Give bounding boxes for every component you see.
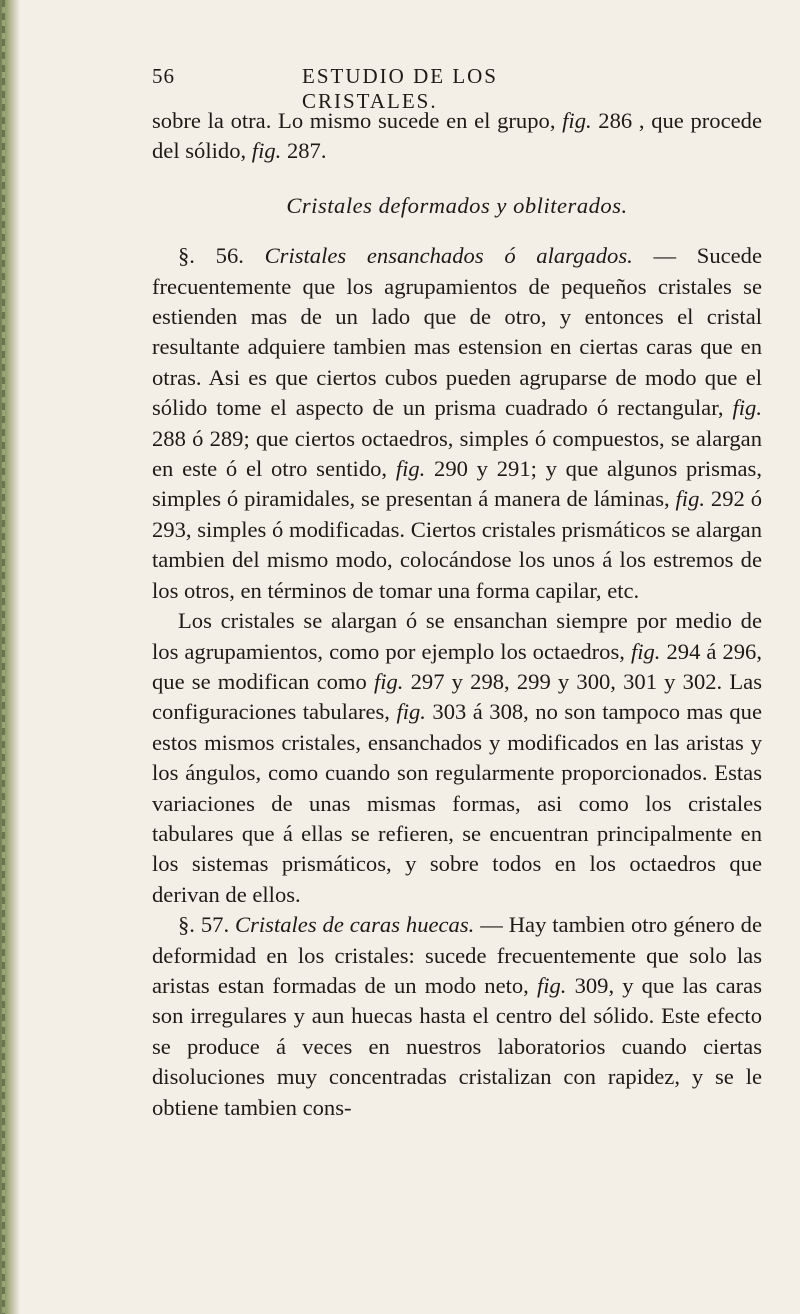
- text-block: [152, 106, 762, 1123]
- page-number: 56: [152, 64, 175, 88]
- section-number: §. 56.: [178, 243, 265, 269]
- text-run: — Hay tambien otro género de deformidad en los cristales: sucede frecuentemente que solo las aristas estan formadas de un modo neto,: [152, 912, 762, 998]
- text-run: 309, y que las caras son irregulares y aun huecas hasta el centro del sólido. Este efecto se produce á veces en nuestros laboratorios cuando ciertas disoluciones muy concentradas cristalizan con rapidez, y se le obtiene tambien cons-: [152, 972, 762, 1120]
- text-run: 288 ó 289; que ciertos octaedros, simples ó compuestos, se alargan en este ó el otro sentido,: [152, 425, 762, 482]
- fig-ref: fig.: [732, 395, 762, 421]
- paragraph-2: [152, 606, 762, 910]
- text-run: 294 á 296, que se modifican como: [152, 638, 762, 694]
- running-title: ESTUDIO DE LOS CRISTALES.: [302, 64, 498, 113]
- section-57-heading: Cristales de caras huecas.: [235, 912, 475, 938]
- section-number: §. 57.: [178, 912, 236, 938]
- fig-ref: fig.: [562, 108, 592, 133]
- fig-ref: fig.: [675, 486, 706, 512]
- fig-ref: fig.: [251, 138, 282, 164]
- section-title: Cristales deformados y obliterados.: [286, 192, 628, 218]
- text-run: Los cristales se alargan ó se ensanchan siempre por medio de los agrupamientos, como por ejemplo los octaedros,: [152, 608, 762, 664]
- fig-ref: fig.: [373, 668, 404, 694]
- section-57-paragraph: [152, 910, 762, 1123]
- fig-ref: fig.: [396, 699, 426, 725]
- text-run: — Sucede frecuentemente que los agrupamientos de pequeños cristales se estienden mas de un lado que de otro, y entonces el cristal resultante adquiere tambien mas estension en ciertas caras que en otras. Asi es que ciertos cubos pueden agruparse de modo que el sólido tome el aspecto de un prisma cuadrado ó rectangular,: [152, 243, 762, 421]
- text-run: sobre la otra. Lo mismo sucede en el grupo,: [152, 108, 563, 133]
- text-run: 297 y 298, 299 y 300, 301 y 302. Las configuraciones tabulares,: [152, 668, 762, 725]
- page-binding-edge: [0, 0, 20, 1314]
- text-run: 287.: [281, 138, 327, 164]
- text-run: 303 á 308, no son tampoco mas que estos mismos cristales, ensanchados y modificados en las aristas y los ángulos, como cuando son regularmente proporcionados. Estas variaciones de unas mismas formas, asi como los cristales tabulares que á ellas se refieren, se encuentran principalmente en los sistemas prismáticos, y sobre todos en los octaedros que derivan de ellos.: [152, 699, 762, 907]
- page-header: [152, 64, 620, 113]
- section-56-paragraph: [152, 241, 762, 606]
- fig-ref: fig.: [630, 638, 661, 664]
- section-56-heading: Cristales ensanchados ó alargados.: [264, 243, 633, 269]
- fig-ref: fig.: [536, 972, 567, 998]
- text-run: 292 ó 293, simples ó modificadas. Ciertos cristales prismáticos se alargan tambien del mismo modo, colocándose los unos á los estremos de los otros, en términos de tomar una forma capilar, etc.: [152, 486, 762, 603]
- opening-paragraph: [152, 106, 762, 167]
- text-run: 290 y 291; y que algunos prismas, simples ó piramidales, se presentan á manera de láminas,: [152, 456, 762, 512]
- text-run: 286 , que procede del sólido,: [152, 108, 762, 164]
- fig-ref: fig.: [395, 456, 426, 482]
